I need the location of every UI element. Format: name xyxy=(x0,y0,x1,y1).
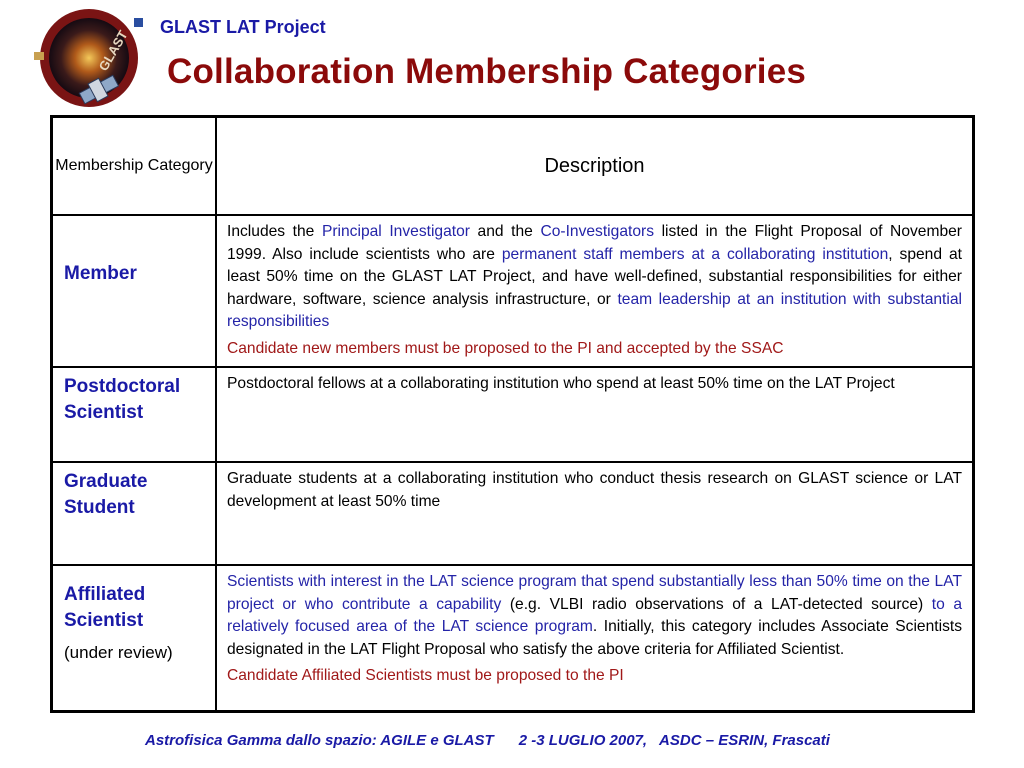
footer-event: Astrofisica Gamma dallo spazio: AGILE e GLAST xyxy=(145,732,494,749)
table-header-row xyxy=(52,117,974,216)
description-segment: Postdoctoral fellows at a collaborating institution who spend at least 50% time on the LAT Project xyxy=(227,375,895,392)
candidate-note: Candidate new members must be proposed to the PI and accepted by the SSAC xyxy=(227,339,784,357)
description-segment: Scientists with interest in the LAT science program that spend substantially less than 50% time on the LAT project or who contribute a capability xyxy=(227,573,962,613)
description-cell xyxy=(216,565,974,711)
description-segment: , spend at least 50% time on the GLAST LAT Project, and have well-defined, substantial responsibilities for either hardware, software, science analysis infrastructure, or xyxy=(227,245,962,308)
description-segment: Includes the xyxy=(227,223,322,240)
category-label: Graduate Student xyxy=(64,471,148,518)
description-segment: Principal Investigator xyxy=(321,223,470,240)
header-description: Description xyxy=(216,117,974,216)
description-text xyxy=(227,571,962,661)
category-cell xyxy=(52,215,217,367)
table-row xyxy=(52,462,974,565)
category-cell xyxy=(52,462,217,565)
page-title: Collaboration Membership Categories xyxy=(167,52,807,91)
table-row xyxy=(52,215,974,367)
description-text xyxy=(227,373,962,396)
category-cell xyxy=(52,367,217,462)
category-note: (under review) xyxy=(64,643,173,662)
footer-date: 2 -3 LUGLIO 2007, xyxy=(518,732,648,749)
description-segment: Co-Investigators xyxy=(540,223,654,240)
description-segment: . Initially, this category includes Associate Scientists designated in the LAT Flight Proposal who satisfy the above criteria for Affiliated Scientist. xyxy=(227,618,963,658)
description-segment: team leadership at an institution with substantial responsibilities xyxy=(227,290,962,330)
logo-text: GLAST xyxy=(95,27,131,74)
description-segment: and the xyxy=(469,223,541,240)
description-cell xyxy=(216,367,974,462)
description-cell xyxy=(216,215,974,367)
table-row xyxy=(52,565,974,711)
logo-flag-right xyxy=(134,18,143,27)
description-cell xyxy=(216,462,974,565)
membership-table xyxy=(50,115,975,713)
category-label: Member xyxy=(64,263,137,284)
category-label: Postdoctoral Scientist xyxy=(64,376,181,423)
candidate-note: Candidate Affiliated Scientists must be proposed to the PI xyxy=(227,667,624,684)
header-membership-category: Membership Category xyxy=(52,117,217,216)
category-label: Affiliated Scientist xyxy=(64,584,146,631)
footer-venue: ASDC – ESRIN, Frascati xyxy=(659,732,830,749)
description-segment: Graduate students at a collaborating institution who conduct thesis research on GLAST science or LAT development at least 50% time xyxy=(227,470,962,510)
description-segment: listed in the Flight Proposal of November 1999. Also include scientists who are xyxy=(227,223,962,263)
project-name: GLAST LAT Project xyxy=(160,17,326,37)
description-text xyxy=(227,221,962,334)
category-cell xyxy=(52,565,217,711)
footer xyxy=(145,732,830,749)
logo-flag-left xyxy=(34,52,44,60)
description-segment: (e.g. VLBI radio observations of a LAT-detected source) xyxy=(501,595,932,613)
description-segment: to a relatively focused area of the LAT science program xyxy=(227,595,962,635)
glast-logo xyxy=(32,6,150,116)
description-text xyxy=(227,468,962,513)
description-segment: permanent staff members at a collaborating institution xyxy=(501,245,889,263)
table-row xyxy=(52,367,974,462)
